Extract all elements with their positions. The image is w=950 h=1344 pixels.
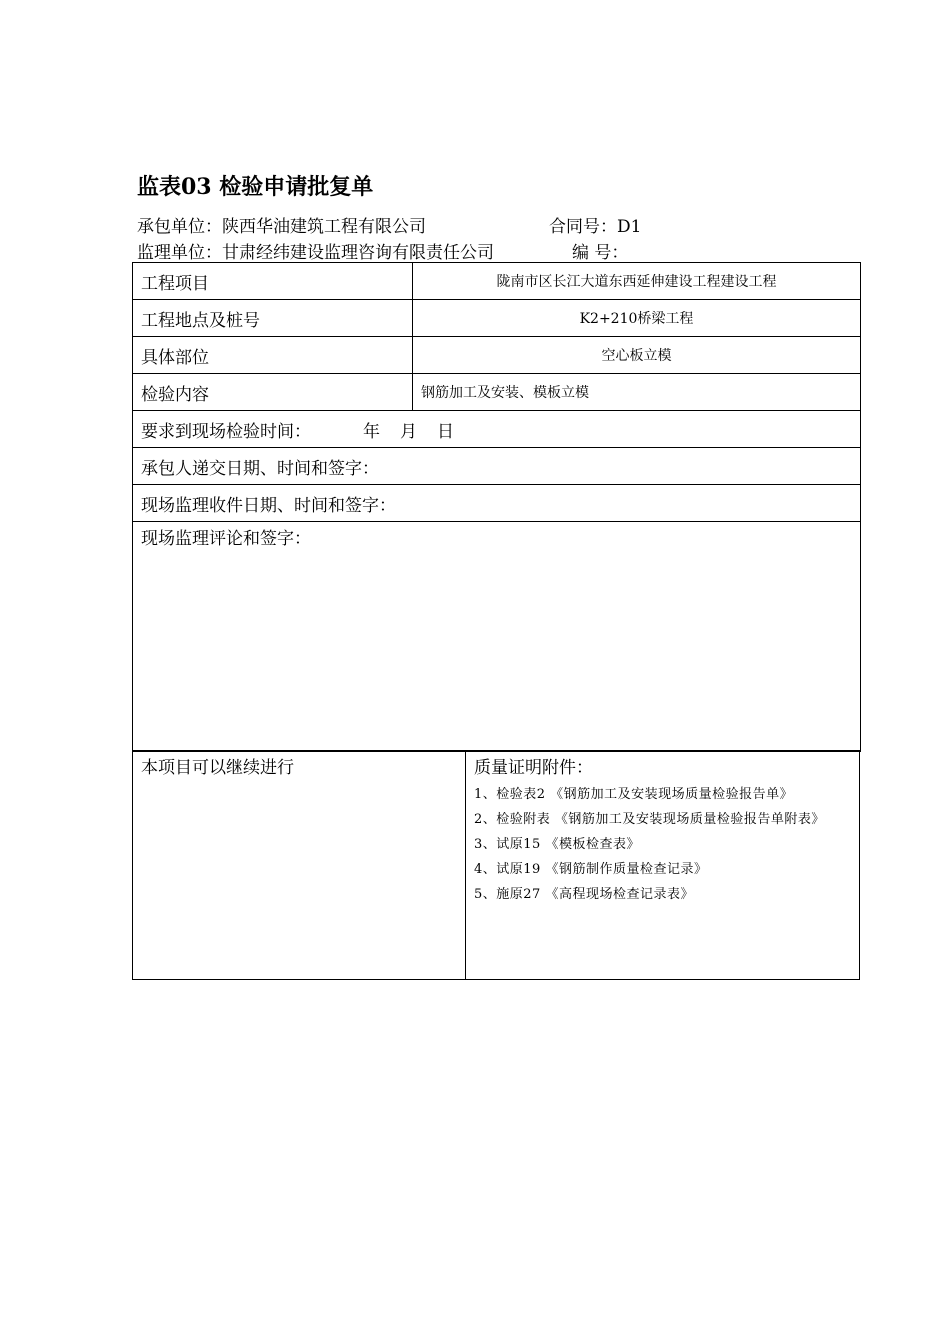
contractor-label: 承包单位：陕西华油建筑工程有限公司 <box>137 217 426 237</box>
month-label: 月 <box>400 421 417 442</box>
attachment-item: 1、检验表2 《钢筋加工及安装现场质量检验报告单》 <box>474 787 794 802</box>
attachment-item: 2、检验附表 《钢筋加工及安装现场质量检验报告单附表》 <box>474 812 825 827</box>
continue-cell <box>133 751 466 979</box>
attachments-cell <box>466 751 859 979</box>
content-label: 检验内容 <box>133 374 413 411</box>
bottom-section <box>132 750 860 980</box>
table-row <box>133 374 861 411</box>
table-row <box>133 300 861 337</box>
location-label: 工程地点及桩号 <box>133 300 413 337</box>
table-row <box>133 522 861 752</box>
contract-number: 合同号：D1 <box>549 217 642 237</box>
comment-signature-row: 现场监理评论和签字： <box>133 522 861 752</box>
submit-signature-row: 承包人递交日期、时间和签字： <box>133 448 861 485</box>
table-row <box>133 485 861 522</box>
project-label: 工程项目 <box>133 263 413 300</box>
attachment-item: 4、试原19 《钢筋制作质量检查记录》 <box>474 862 708 877</box>
continue-text: 本项目可以继续进行 <box>141 758 294 778</box>
day-label: 日 <box>437 421 454 442</box>
serial-number: 编 号： <box>572 243 629 263</box>
table-row <box>133 337 861 374</box>
part-label: 具体部位 <box>133 337 413 374</box>
project-value: 陇南市区长江大道东西延伸建设工程建设工程 <box>413 263 861 300</box>
table-row <box>133 411 861 448</box>
receive-signature-row: 现场监理收件日期、时间和签字： <box>133 485 861 522</box>
location-value: K2+210桥梁工程 <box>413 300 861 337</box>
content-value: 钢筋加工及安装、模板立模 <box>413 374 861 411</box>
contractor-line <box>137 212 642 237</box>
inspection-time-row <box>133 411 861 448</box>
part-value: 空心板立模 <box>413 337 861 374</box>
attachment-item: 5、施原27 《高程现场检查记录表》 <box>474 887 694 902</box>
inspection-form-table <box>132 262 861 752</box>
year-label: 年 <box>363 421 380 442</box>
attachment-item: 3、试原15 《模板检查表》 <box>474 837 640 852</box>
supervisor-label: 监理单位：甘肃经纬建设监理咨询有限责任公司 <box>137 243 494 263</box>
table-row <box>133 448 861 485</box>
supervisor-line <box>137 238 629 263</box>
inspection-time-label: 要求到现场检验时间： <box>141 421 311 442</box>
attachments-title: 质量证明附件： <box>474 758 593 778</box>
page-title: 监表03 检验申请批复单 <box>137 174 374 200</box>
table-row <box>133 263 861 300</box>
